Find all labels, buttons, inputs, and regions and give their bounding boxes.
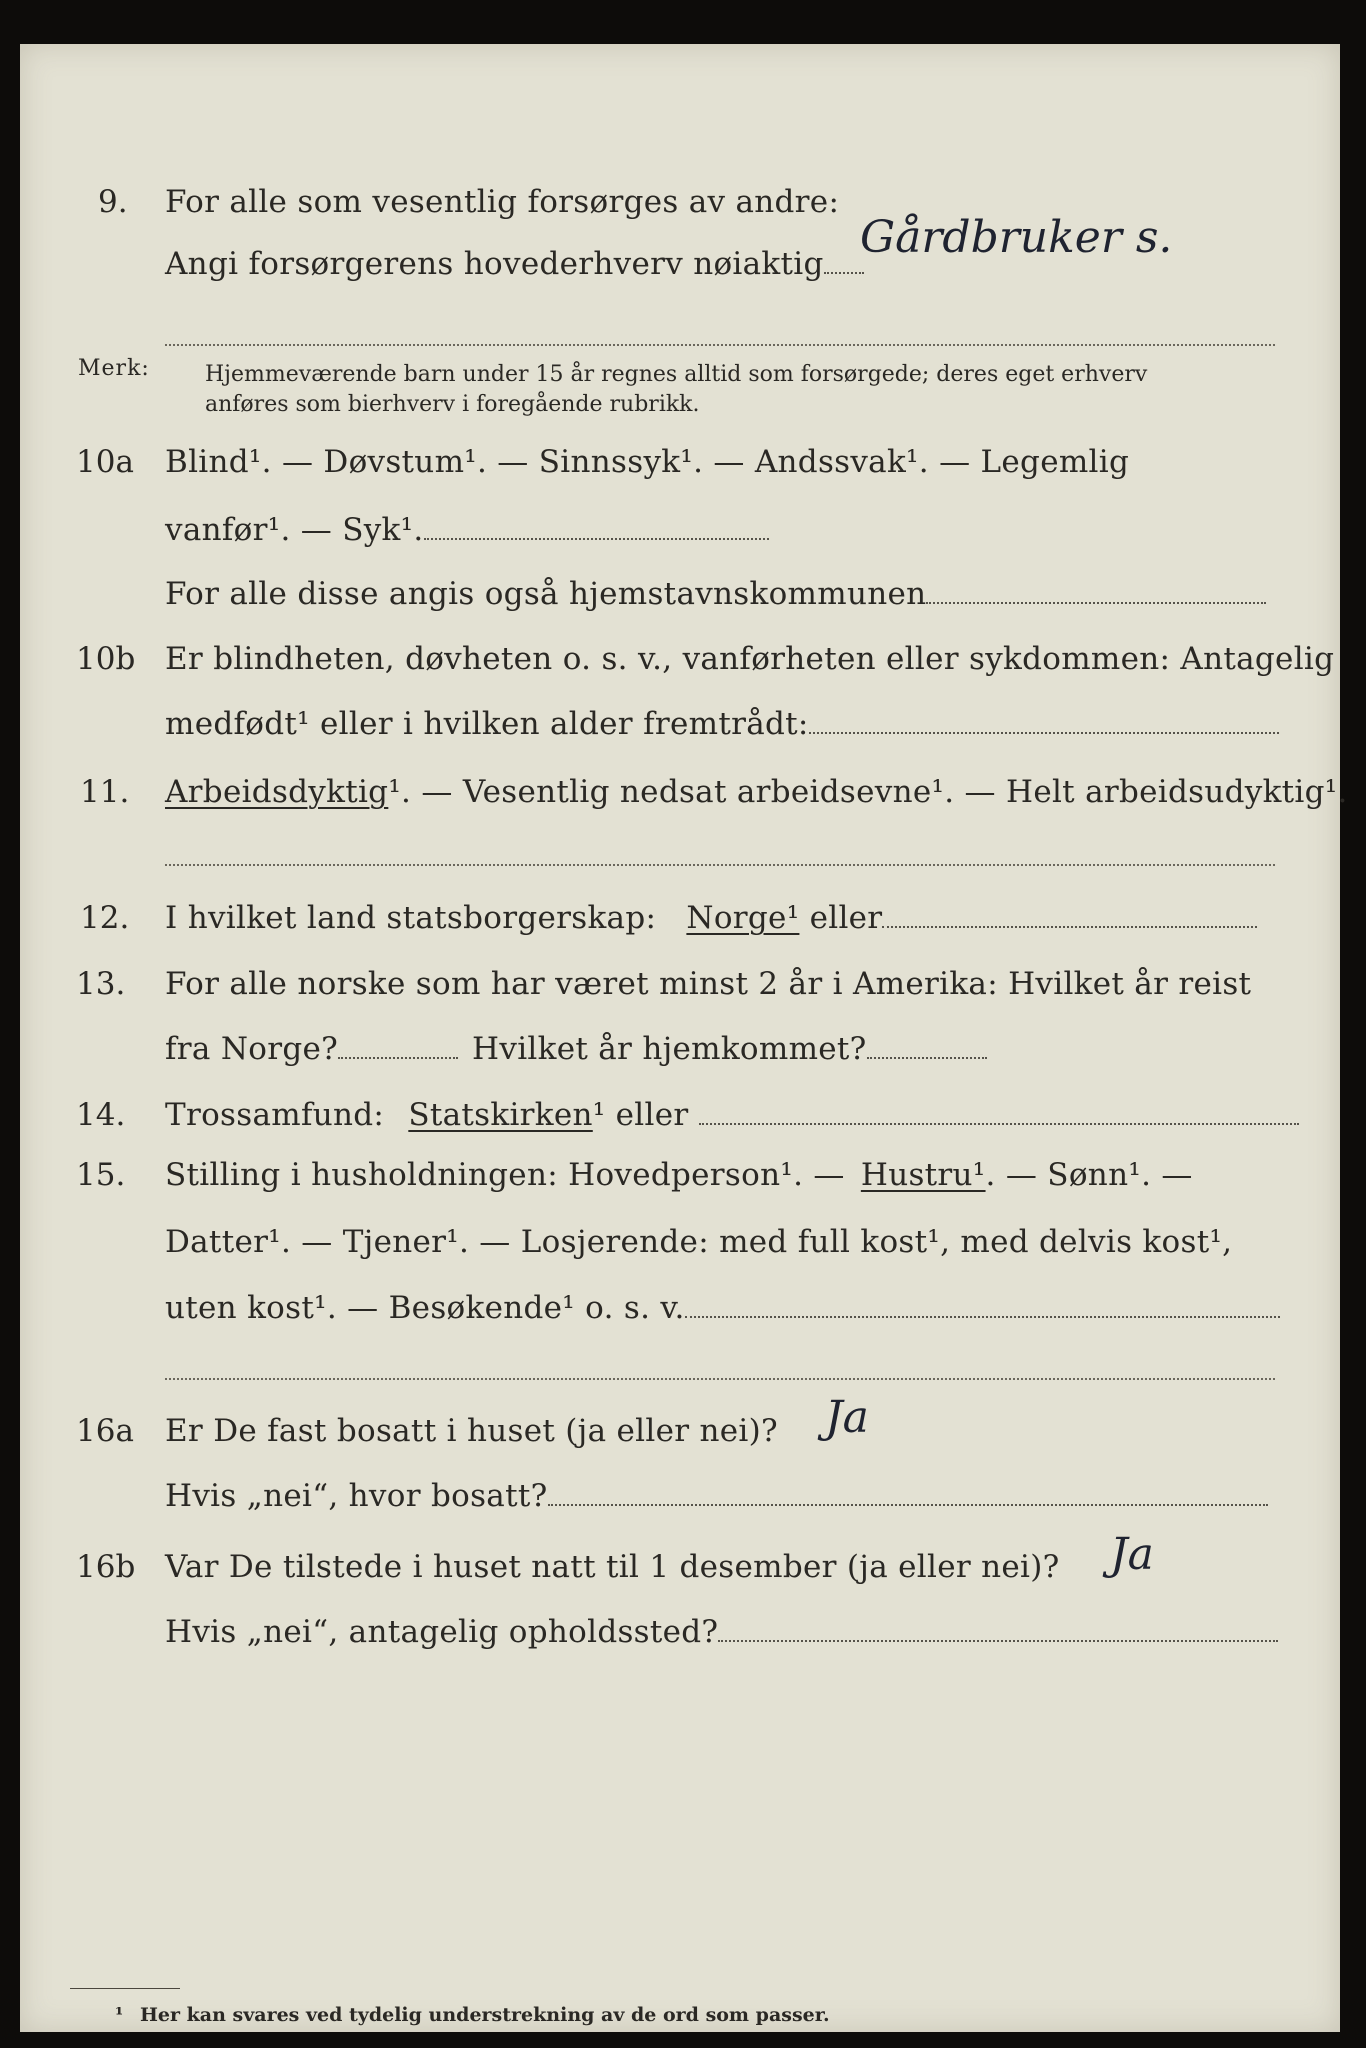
merk-line2: anføres som bierhverv i foregående rubrikk. — [205, 392, 700, 417]
q10b-line2: medfødt¹ eller i hvilken alder fremtrådt: — [165, 706, 1279, 742]
q11-number: 11. — [80, 774, 130, 810]
q12-norge-underlined: Norge¹ — [686, 900, 800, 936]
q15-hustru-underlined: Hustru¹ — [860, 1157, 986, 1193]
q14-statskirken-underlined: Statskirken — [408, 1097, 593, 1133]
q9-line2: Angi forsørgerens hovederhverv nøiaktig — [165, 246, 864, 282]
q16b-handwritten-answer: Ja — [1110, 1529, 1154, 1580]
q10a-line2: vanfør¹. — Syk¹. — [165, 512, 769, 548]
q10b-line1: Er blindheten, døvheten o. s. v., vanførheten eller sykdommen: Antagelig — [165, 641, 1335, 677]
q12-line: I hvilket land statsborgerskap: Norge¹ eller — [165, 900, 1257, 936]
q16a-handwritten-answer: Ja — [825, 1392, 869, 1443]
q11-arbeidsdyktig-underlined: Arbeidsdyktig — [165, 774, 389, 810]
q11-line: Arbeidsdyktig¹. — Vesentlig nedsat arbeidsevne¹. — Helt arbeidsudyktig¹. — [165, 774, 1348, 810]
q16b-line2: Hvis „nei“, antagelig opholdssted? — [165, 1614, 1278, 1650]
q10a-line1: Blind¹. — Døvstum¹. — Sinnssyk¹. — Andssvak¹. — Legemlig — [165, 444, 1130, 480]
q15-line2: Datter¹. — Tjener¹. — Losjerende: med full kost¹, med delvis kost¹, — [165, 1224, 1233, 1260]
q16b-line1: Var De tilstede i huset natt til 1 desember (ja eller nei)? — [165, 1549, 1060, 1585]
merk-label: Merk: — [78, 356, 150, 381]
q16a-line1: Er De fast bosatt i huset (ja eller nei)? — [165, 1413, 778, 1449]
q9-line1: For alle som vesentlig forsørges av andre: — [165, 184, 840, 220]
census-form-page — [20, 44, 1348, 2032]
q13-line2: fra Norge? Hvilket år hjemkommet? — [165, 1031, 987, 1067]
q13-line1: For alle norske som har været minst 2 år i Amerika: Hvilket år reist — [165, 966, 1252, 1002]
q10a-line3: For alle disse angis også hjemstavnskommunen — [165, 576, 1266, 612]
q15-line1: Stilling i husholdningen: Hovedperson¹. — Hustru¹. — Sønn¹. — — [165, 1157, 1193, 1193]
q10a-number: 10a — [76, 444, 134, 480]
footnote: ¹ Her kan svares ved tydelig understrekning av de ord som passer. — [115, 2004, 830, 2026]
q10b-number: 10b — [76, 641, 136, 677]
q13-number: 13. — [76, 966, 126, 1002]
q14-line: Trossamfund: Statskirken¹ eller — [165, 1097, 1299, 1133]
q11-extra-line — [165, 864, 1275, 866]
q14-number: 14. — [76, 1097, 126, 1133]
q15-number: 15. — [76, 1157, 126, 1193]
q16b-number: 16b — [76, 1549, 136, 1585]
q12-number: 12. — [80, 900, 130, 936]
q15-extra-line — [165, 1378, 1275, 1380]
q16a-number: 16a — [76, 1413, 134, 1449]
merk-line1: Hjemmeværende barn under 15 år regnes alltid som forsørgede; deres eget erhverv — [205, 362, 1148, 387]
q9-extra-line — [165, 344, 1275, 346]
q9-number: 9. — [98, 184, 128, 220]
q16a-line2: Hvis „nei“, hvor bosatt? — [165, 1478, 1268, 1514]
q9-handwritten-answer: Gårdbruker s. — [860, 212, 1173, 263]
q15-line3: uten kost¹. — Besøkende¹ o. s. v. — [165, 1290, 1280, 1326]
footnote-rule — [70, 1988, 180, 1989]
